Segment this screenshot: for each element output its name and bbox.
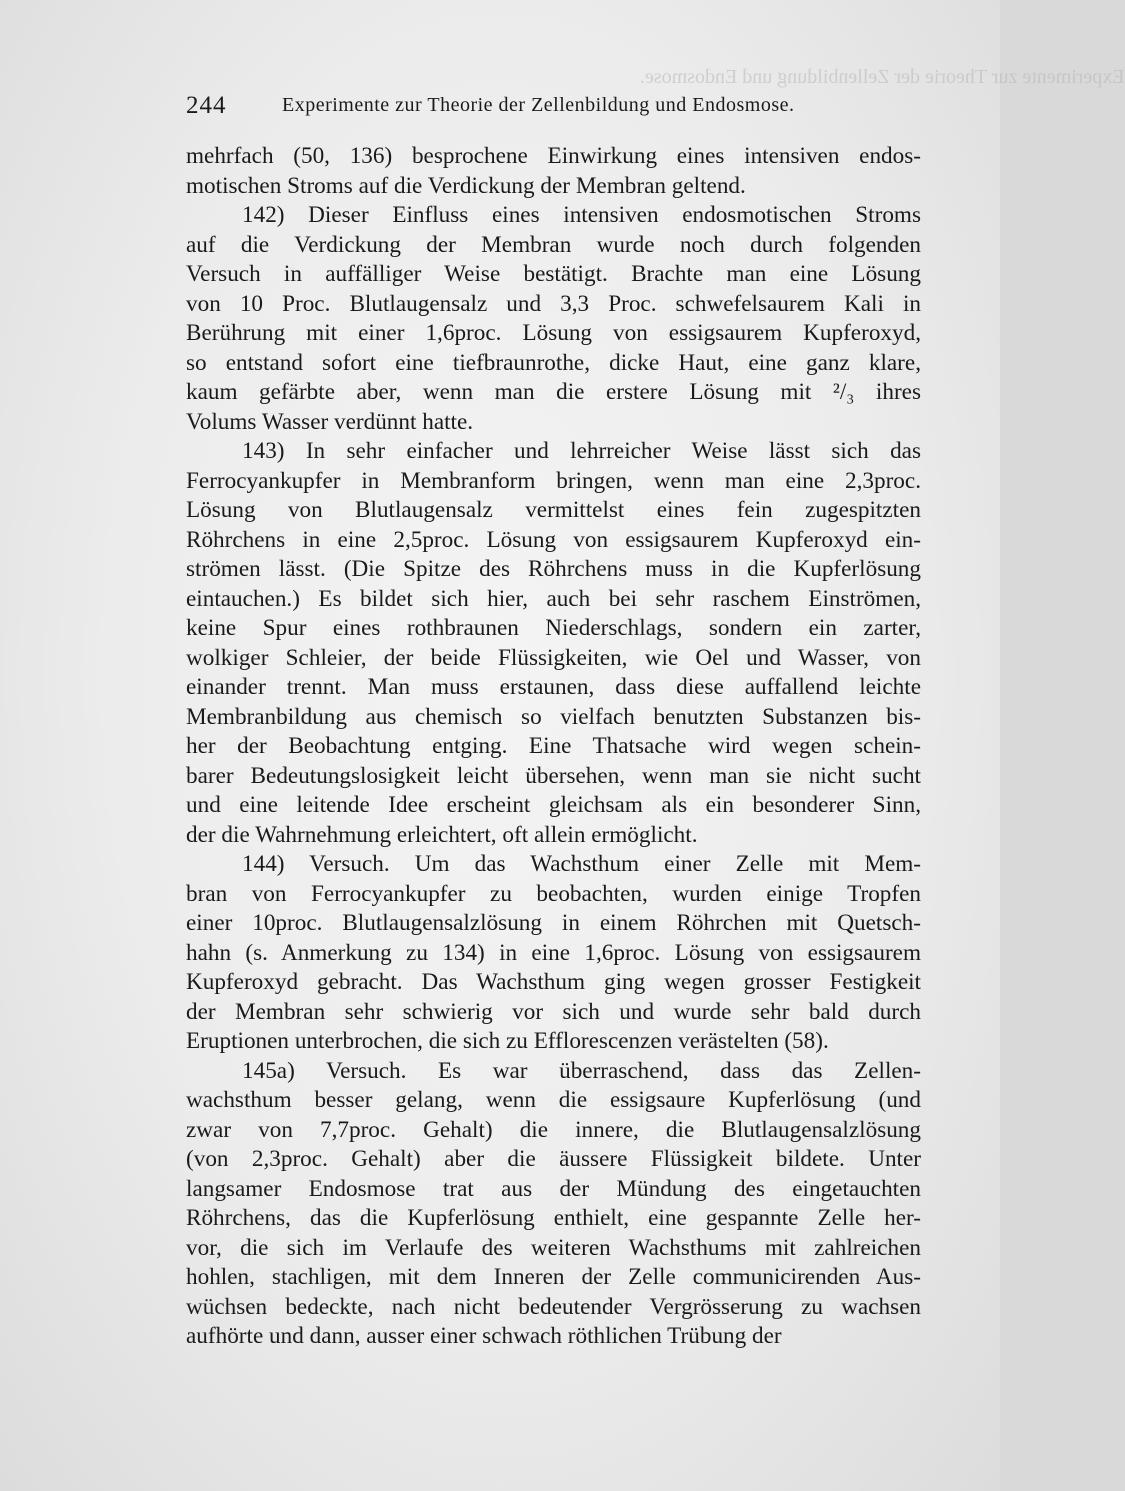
text-line: wolkiger Schleier, der beide Flüssigkeiten, wie Oel und Wasser, von — [186, 644, 921, 671]
text-line: Volums Wasser verdünnt hatte. — [186, 408, 474, 435]
text-line: wachsthum besser gelang, wenn die essigsaure Kupferlösung (und — [186, 1087, 921, 1113]
text-line: her der Beobachtung entging. Eine Thatsache wird wegen schein- — [186, 733, 921, 759]
text-line: einer 10proc. Blutlaugensalzlösung in einem Röhrchen mit Quetsch- — [186, 910, 921, 936]
bleed-through-text: Experimente zur Theorie der Zellenbildung und Endosmose. — [640, 66, 1125, 88]
text-line: einander trennt. Man muss erstaunen, dass diese auffallend leichte — [186, 674, 921, 700]
text-line: vor, die sich im Verlaufe des weiteren Wachsthums mit zahlreichen — [186, 1234, 921, 1261]
paragraph-p142 — [186, 201, 921, 437]
text-line: so entstand sofort eine tiefbraunrothe, dicke Haut, eine ganz klare, — [186, 349, 921, 376]
paragraph-p144 — [186, 850, 921, 1057]
page-number: 244 — [186, 92, 227, 119]
paragraph-p145a — [186, 1057, 921, 1352]
text-line: Röhrchens, das die Kupferlösung enthielt, eine gespannte Zelle her- — [186, 1205, 921, 1231]
text-line: 144) Versuch. Um das Wachsthum einer Zelle mit Mem- — [242, 851, 921, 877]
text-line: aufhörte und dann, ausser einer schwach röthlichen Trübung der — [186, 1323, 782, 1349]
text-line: hahn (s. Anmerkung zu 134) in eine 1,6proc. Lösung von essigsaurem — [186, 939, 921, 966]
text-line: eintauchen.) Es bildet sich hier, auch bei sehr raschem Einströmen, — [186, 585, 921, 612]
text-line: Kupferoxyd gebracht. Das Wachsthum ging wegen grosser Festigkeit — [186, 969, 921, 995]
text-line: Eruptionen unterbrochen, die sich zu Efflorescenzen verästelten (58). — [186, 1028, 829, 1054]
text-line: 142) Dieser Einfluss eines intensiven endosmotischen Stroms — [242, 202, 921, 228]
text-line: Röhrchens in eine 2,5proc. Lösung von essigsaurem Kupferoxyd ein- — [186, 526, 921, 553]
text-line: Lösung von Blutlaugensalz vermittelst eines fein zugespitzten — [186, 497, 921, 523]
text-line: 145a) Versuch. Es war überraschend, dass das Zellen- — [242, 1057, 921, 1084]
page-header — [186, 92, 921, 122]
text-line: und eine leitende Idee erscheint gleichsam als ein besonderer Sinn, — [186, 792, 921, 818]
text-line: mehrfach (50, 136) besprochene Einwirkung eines intensiven endos- — [186, 143, 921, 169]
text-line: Ferrocyankupfer in Membranform bringen, wenn man eine 2,3proc. — [186, 467, 921, 494]
text-line: kaum gefärbte aber, wenn man die erstere Lösung mit ²/₃ ihres — [186, 379, 921, 405]
text-line: Berührung mit einer 1,6proc. Lösung von essigsaurem Kupferoxyd, — [186, 320, 921, 346]
body-text — [186, 142, 921, 1352]
text-line: zwar von 7,7proc. Gehalt) die innere, die Blutlaugensalzlösung — [186, 1116, 921, 1143]
text-line: der Membran sehr schwierig vor sich und wurde sehr bald durch — [186, 998, 921, 1025]
text-line: von 10 Proc. Blutlaugensalz und 3,3 Proc. schwefelsaurem Kali in — [186, 290, 921, 317]
text-line: Membranbildung aus chemisch so vielfach benutzten Substanzen bis- — [186, 703, 921, 730]
text-line: 143) In sehr einfacher und lehrreicher Weise lässt sich das — [242, 438, 921, 464]
text-line: auf die Verdickung der Membran wurde noch durch folgenden — [186, 231, 921, 258]
text-line: barer Bedeutungslosigkeit leicht übersehen, wenn man sie nicht sucht — [186, 762, 921, 789]
text-line: (von 2,3proc. Gehalt) aber die äussere Flüssigkeit bildete. Unter — [186, 1146, 921, 1172]
paragraph-p143 — [186, 437, 921, 850]
text-line: keine Spur eines rothbraunen Niederschlags, sondern ein zarter, — [186, 615, 921, 641]
text-line: bran von Ferrocyankupfer zu beobachten, wurden einige Tropfen — [186, 880, 921, 907]
running-head: Experimente zur Theorie der Zellenbildung und Endosmose. — [282, 94, 795, 116]
text-line: langsamer Endosmose trat aus der Mündung des eingetauchten — [186, 1175, 921, 1202]
paragraph-p0 — [186, 142, 921, 201]
text-line: motischen Stroms auf die Verdickung der Membran geltend. — [186, 172, 746, 199]
text-line: Versuch in auffälliger Weise bestätigt. Brachte man eine Lösung — [186, 261, 921, 287]
text-line: strömen lässt. (Die Spitze des Röhrchens muss in die Kupferlösung — [186, 556, 921, 582]
text-line: hohlen, stachligen, mit dem Inneren der Zelle communicirenden Aus- — [186, 1264, 921, 1290]
text-line: der die Wahrnehmung erleichtert, oft allein ermöglicht. — [186, 821, 698, 848]
text-line: wüchsen bedeckte, nach nicht bedeutender Vergrösserung zu wachsen — [186, 1293, 921, 1320]
